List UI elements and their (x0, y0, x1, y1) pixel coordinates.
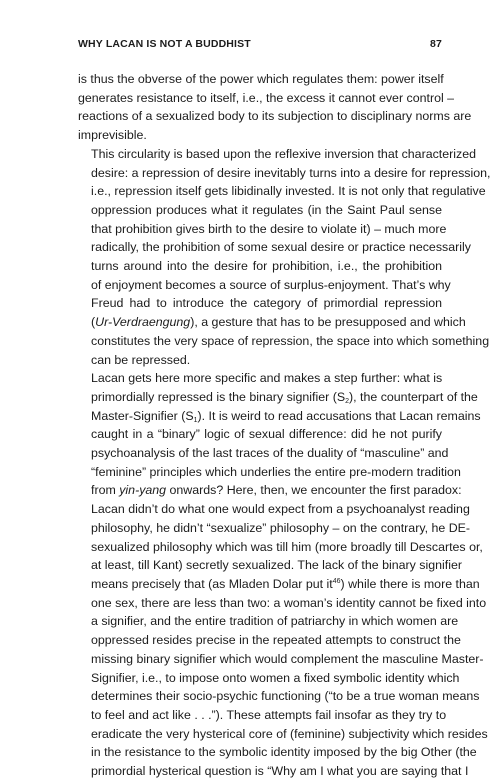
text-line: reactions of a sexualized body to its subjection to disciplinary norms are (78, 109, 472, 124)
text-line: desire: a repression of desire inevitably turns into a desire for repression, (91, 165, 491, 180)
text-line: sexualized philosophy which was till him (more broadly till Descartes or, (91, 539, 483, 554)
page-header (78, 38, 442, 50)
text-line: in the resistance to the symbolic identity imposed by the big Other (the (91, 745, 477, 760)
subscript: 2 (345, 397, 350, 405)
text-line: oppression produces what it regulates (in the Saint Paul sense (91, 202, 442, 217)
text-line: is thus the obverse of the power which regulates them: power itself (78, 72, 444, 86)
text-line: to feel and act like . . .”). These attempts fail insofar as they try to (91, 707, 447, 722)
text-line: primordially repressed is the binary signifier $(S_2)$, the counterpart of the (91, 389, 478, 405)
running-title: WHY LACAN IS NOT A BUDDHIST (78, 38, 251, 50)
text-line: Lacan didn’t do what one would expect from a psychoanalyst reading (91, 502, 470, 517)
text-line: Signifier, i.e., to impose onto women a fixed symbolic identity which (91, 670, 460, 685)
paragraph-1 (78, 70, 472, 145)
italic-term: Ur-Verdraengung (95, 315, 191, 330)
text-line: oppressed resides precise in the repeated attempts to construct the (91, 633, 461, 648)
text-line: of enjoyment becomes a source of surplus-enjoyment. That’s why (91, 277, 451, 292)
text-line: (Ur-Verdraengung), a gesture that has to be presupposed and which (91, 315, 466, 330)
text-line: means precisely that (as Mladen Dolar put $it^{46}$) while there is more than (91, 576, 480, 591)
text-line: turns around into the desire for prohibition, i.e., the prohibition (91, 259, 442, 274)
body-text (78, 70, 491, 781)
text-line: from yin-yang onwards? Here, then, we encounter the first paradox: (91, 483, 462, 498)
text-line: Freud had to introduce the category of primordial repression (91, 296, 442, 311)
text-line: This circularity is based upon the reflexive inversion that characterized (91, 146, 476, 161)
paragraph-3 (78, 369, 488, 780)
text-line: determines their socio-psychic functioning (“to be a true woman means (91, 689, 480, 704)
text-line: eradicate the very hysterical core of (feminine) subjectivity which resides (91, 726, 488, 741)
text-line: Lacan gets here more specific and makes a step further: what is (91, 371, 443, 386)
text-line: imprevisible. (78, 128, 147, 143)
text-line: Master-Signifier $(S_1)$. It is weird to read accusations that Lacan remains (91, 408, 481, 424)
text-line: i.e., repression itself gets libidinally invested. It is not only that regulative (91, 184, 486, 199)
text-line: that prohibition gives birth to the desire to violate it) – much more (91, 221, 447, 236)
italic-term: yin-yang (119, 483, 167, 498)
text-line: generates resistance to itself, i.e., the excess it cannot ever control – (78, 90, 455, 105)
text-line: one sex, there are less than two: a woman’s identity cannot be fixed into (91, 595, 487, 610)
text-line: can be repressed. (91, 352, 191, 367)
text-line: missing binary signifier which would complement the masculine Master- (91, 651, 484, 666)
text-line: constitutes the very space of repression, the space into which something (91, 333, 490, 348)
footnote-marker: 46 (332, 577, 341, 585)
text-line: a signifier, and the entire tradition of patriarchy in which women are (91, 614, 459, 629)
text-line: primordial hysterical question is “Why am I what you are saying that I (91, 764, 469, 779)
text-line: psychoanalysis of the last traces of the duality of “masculine” and (91, 446, 449, 461)
paragraph-2 (78, 145, 491, 369)
text-line: caught in a “binary” logic of sexual difference: did he not purify (91, 427, 442, 442)
text-line: “feminine” principles which underlies the entire pre-modern tradition (91, 464, 461, 479)
text-line: philosophy, he didn’t “sexualize” philosophy – on the contrary, he DE- (91, 520, 471, 535)
text-line: radically, the prohibition of some sexual desire or practice necessarily (91, 240, 471, 255)
text-line: at least, till Kant) secretly sexualized. The lack of the binary signifier (91, 558, 462, 573)
subscript: 1 (193, 416, 198, 424)
page-number: 87 (430, 38, 442, 50)
